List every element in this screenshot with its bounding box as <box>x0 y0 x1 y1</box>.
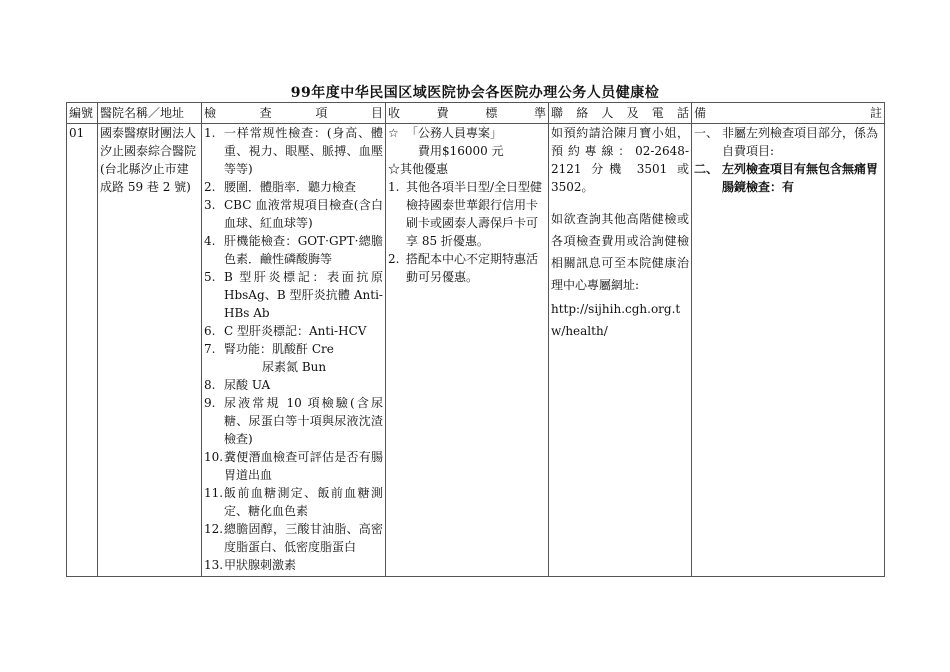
list-item: 尿素氮 Bun <box>262 360 327 374</box>
header-notes <box>692 103 885 124</box>
list-item: 1. 其他各項半日型/全日型健檢持國泰世華銀行信用卡刷卡或國泰人壽保戶卡可享 85 折優惠。 <box>388 180 543 248</box>
cell-fee <box>386 124 549 577</box>
list-item: 13. 甲狀腺刺激素 <box>204 558 297 572</box>
header-items-char: 目 <box>370 106 383 120</box>
header-hospital: 醫院名稱／地址 <box>98 103 202 124</box>
contact-url: http://sijhih.cgh.org.tw/health/ <box>551 302 681 338</box>
list-item: 11. 飯前血糖測定、飯前血糖測定、糖化血色素 <box>204 486 383 518</box>
cell-notes <box>692 124 885 577</box>
header-notes-char: 備 <box>694 106 707 120</box>
list-item: 二、 左列檢查項目有無包含無痛胃腸鏡檢查：有 <box>694 162 879 194</box>
cell-items <box>202 124 386 577</box>
header-contact-char: 話 <box>676 106 689 120</box>
fee-other-label: ☆其他優惠 <box>388 162 449 176</box>
list-item: 3. CBC 血液常規項目檢查(含白血球、紅血球等) <box>204 198 383 230</box>
header-contact-char: 絡 <box>576 106 589 120</box>
fee-plan: ☆ 「公務人員專案」 <box>388 126 503 140</box>
contact-booking: 如預約請洽陳月寶小姐，預約專線：02-2648-2121 分機 3501 或 3502。 <box>551 126 689 194</box>
contact-info: 如欲查詢其他高階健檢或各項檢查費用或洽詢健檢相關訊息可至本院健康治理中心專屬網址: <box>551 212 689 292</box>
list-item: 2. 搭配本中心不定期特惠活動可另優惠。 <box>388 252 539 284</box>
list-item: 6. C 型肝炎標記：Anti-HCV <box>204 324 367 338</box>
header-items-char: 項 <box>315 106 328 120</box>
list-item: 5. B 型肝炎標記：表面抗原 HbsAg、B 型肝炎抗體 Anti-HBs Ab <box>204 270 383 320</box>
header-items <box>202 103 386 124</box>
list-item: 1. 一样常规性檢查：(身高、體重、視力、眼壓、脈搏、血壓等等) <box>204 126 383 176</box>
header-fee-char: 收 <box>388 106 401 120</box>
header-no: 編號 <box>67 103 98 124</box>
header-items-char: 查 <box>259 106 272 120</box>
list-item: 12. 總膽固醇，三酸甘油脂、高密度脂蛋白、低密度脂蛋白 <box>204 522 383 554</box>
list-item: 8. 尿酸 UA <box>204 378 271 392</box>
checkup-table <box>66 102 885 577</box>
items-list <box>204 124 383 574</box>
list-item: 10. 糞便潛血檢查可評估是否有腸胃道出血 <box>204 450 383 482</box>
header-fee <box>386 103 549 124</box>
header-contact-char: 人 <box>601 106 614 120</box>
cell-no: 01 <box>67 124 98 577</box>
header-fee-char: 費 <box>436 106 449 120</box>
list-item: 9. 尿液常規 10 項檢驗(含尿糖、尿蛋白等十項與尿液沈渣檢查) <box>204 396 383 446</box>
header-fee-char: 準 <box>533 106 546 120</box>
fee-price: 費用$16000 元 <box>418 144 504 158</box>
list-item: 一、 非屬左列檢查項目部分，係為自費項目: <box>694 126 879 158</box>
header-items-char: 檢 <box>204 106 217 120</box>
header-contact <box>549 103 692 124</box>
header-notes-char: 註 <box>869 106 882 120</box>
table-row <box>67 124 885 577</box>
star-icon: ☆ <box>388 126 399 140</box>
document-title: 99年度中华民国区域医院协会各医院办理公务人员健康检 <box>290 85 660 101</box>
cell-hospital: 國泰醫療財團法人汐止國泰綜合醫院(台北縣汐止市建成路 59 巷 2 號) <box>98 124 202 577</box>
header-contact-char: 電 <box>651 106 664 120</box>
header-contact-char: 及 <box>626 106 639 120</box>
cell-contact <box>549 124 692 577</box>
header-contact-char: 聯 <box>551 106 564 120</box>
header-fee-char: 標 <box>485 106 498 120</box>
list-item: 2. 腰圍．體脂率．聽力檢查 <box>204 180 357 194</box>
list-item: 7. 腎功能：肌酸酐 Cre <box>204 342 334 356</box>
header-row <box>67 103 885 124</box>
list-item: 4. 肝機能檢查：GOT·GPT·總膽色素．鹼性磷酸脢等 <box>204 234 383 266</box>
